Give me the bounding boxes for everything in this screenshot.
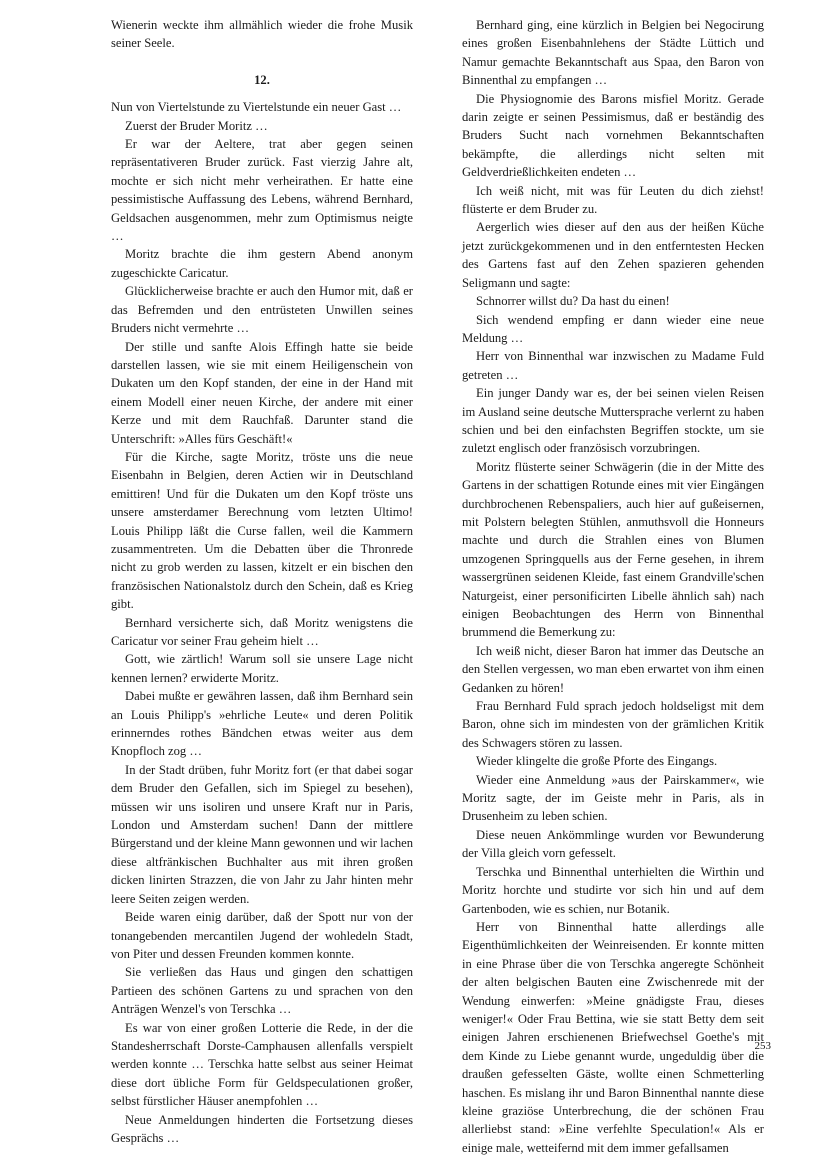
paragraph: Moritz flüsterte seiner Schwägerin (die in der Mitte des Gartens in der schattigen Rotunde eines mit vier Eingängen durchbrochenen Rebenspaliers, auch hier auf gußeisernen, mit Polstern belegten Stühlen, anmuthsvoll die Honneurs machte und durch die Strahlen eines von Blumen umzogenen Springquells aus der Ferne gesehen, in ihrem wassergrünen seidenen Kleide, fast einem Grandville'schen Naturgeist, einer personificirten Libelle ähnlich sah) nach einigen Beobachtungen des Herrn von Binnenthal brummend die Bemerkung zu: — [462, 459, 764, 640]
paragraph: Bernhard ging, eine kürzlich in Belgien bei Negocirung eines großen Eisenbahnlehens der Städte Lüttich und Namur gemachte Bekanntschaft aus Spaa, den Baron von Binnenthal zu empfangen … — [462, 18, 764, 88]
paragraph: Es war von einer großen Lotterie die Rede, in der die Standesherrschaft Dorste-Camphausen allenfalls verspielt werden konnte … Terschka hatte selbst aus seiner Heimat diese dort übliche Form für Geldspeculationen großer, selbst fürstlicher Häuser anempfohlen … — [111, 1020, 413, 1109]
paragraph: Er war der Aeltere, trat aber gegen seinen repräsentativeren Bruder zurück. Fast vierzig Jahre alt, mochte er sich nicht mehr verheirathen. Er hatte eine pessimistische Auffassung des Lebens, während Bernhard, Geldsachen ausgenommen, mehr zum Optimismus neigte … — [111, 137, 413, 244]
paragraph: Glücklicherweise brachte er auch den Humor mit, daß er das Befremden und den entrüsteten Unwillen seines Bruders nicht vermehrte … — [111, 284, 413, 336]
paragraph: Zuerst der Bruder Moritz … — [125, 118, 268, 133]
paragraph: Ein junger Dandy war es, der bei seinen vielen Reisen im Ausland seine deutsche Muttersprache verlernt zu haben schien und bei den einfachsten Begriffen stockte, um sie zuletzt englisch oder französisch vorzubringen. — [462, 386, 764, 456]
paragraph: Schnorrer willst du? Da hast du einen! — [476, 294, 670, 309]
paragraph: Frau Bernhard Fuld sprach jedoch holdseligst mit dem Baron, ohne sich im mindesten von der grämlichen Kritik des Schwagers stören zu lassen. — [462, 699, 764, 750]
left-column — [111, 16, 413, 1147]
paragraph: Wienerin weckte ihm allmählich wieder die frohe Musik seiner Seele. — [111, 18, 413, 51]
paragraph: Terschka und Binnenthal unterhielten die Wirthin und Moritz horchte und studirte vor sich hin und auf dem Gartenboden, wie es schien, nur Botanik. — [462, 864, 764, 916]
paragraph: Ich weiß nicht, mit was für Leuten du dich ziehst! flüsterte er dem Bruder zu. — [462, 183, 764, 217]
paragraph: Sich wendend empfing er dann wieder eine neue Meldung … — [462, 312, 764, 345]
paragraph: Bernhard versicherte sich, daß Moritz wenigstens die Caricatur vor seiner Frau geheim hielt … — [111, 615, 413, 648]
paragraph: Gott, wie zärtlich! Warum soll sie unsere Lage nicht kennen lernen? erwiderte Moritz. — [111, 652, 413, 685]
paragraph: Sie verließen das Haus und gingen den schattigen Partieen des schönen Gartens zu und sprachen von den Anträgen Wenzel's von Terschka … — [111, 965, 413, 1017]
paragraph: Wieder eine Anmeldung »aus der Pairskammer«, wie Moritz sagte, der im Geiste mehr in Paris, als in Drusenheim zu leben schien. — [462, 772, 764, 824]
chapter-heading: 12. — [254, 72, 270, 87]
paragraph: Aergerlich wies dieser auf den aus der heißen Küche jetzt zurückgekommenen und in den entferntesten Hecken des Gartens fast auf den Zehen spazieren gehenden Seligmann und sagte: — [462, 220, 764, 290]
right-column — [462, 16, 764, 1157]
paragraph: Neue Anmeldungen hinderten die Fortsetzung dieses Gesprächs … — [111, 1112, 413, 1145]
paragraph: Wieder klingelte die große Pforte des Eingangs. — [476, 754, 718, 769]
paragraph: Diese neuen Ankömmlinge wurden vor Bewunderung der Villa gleich vorn gefesselt. — [462, 827, 764, 861]
paragraph: Der stille und sanfte Alois Effingh hatte sie beide darstellen lassen, wie sie mit einem Heiligenschein von Dukaten um den Kopf standen, der eine in der Hand mit einem Modell einer neuen Kirche, der andere mit einer Kerze und mit dem Rauchfaß. Darunter stand die Unterschrift: »Alles fürs Geschäft!« — [111, 339, 413, 446]
paragraph: Herr von Binnenthal hatte allerdings alle Eigenthümlichkeiten der Weinreisenden. Er konnte mitten in eine Phrase über die von Terschka angeregte Schönheit der alten belgischen Bauten eine Zwischenrede mit der Wendung einwerfen: »Meine gnädigste Frau, dieses weniger!« Oder Frau Bettina, wie sie statt Betty dem seit einigen Jahren erschienenen Briefwechsel Goethe's mit dem Kinde zu Liebe genannt wurde, ungeduldig über die draußen gefesselten Gäste, wollte einen Schmetterling haschen. Es mislang ihr und Baron Binnenthal nannte diese kleine graziöse Unterbrechung, die der schönen Frau allerliebst stand: »Eine verfehlte Speculation!« Als er einige male, wetteifernd mit dem immer gefallsamen — [462, 919, 764, 1155]
page-number: 253 — [754, 1040, 771, 1052]
paragraph: Die Physiognomie des Barons misfiel Moritz. Gerade darin zeigte er seinen Pessimismus, daß er beständig des Bruders Sucht nach vornehmen Bekanntschaften bekämpfte, die allerdings nicht selten mit Geldverdrießlichkeiten endeten … — [462, 91, 764, 180]
paragraph: Ich weiß nicht, dieser Baron hat immer das Deutsche an den Stellen vergessen, wo man eben erwartet von ihm einen Gedanken zu hören! — [462, 643, 764, 695]
paragraph: Nun von Viertelstunde zu Viertelstunde ein neuer Gast … — [111, 100, 402, 115]
paragraph: Dabei mußte er gewähren lassen, daß ihm Bernhard sein an Louis Philipp's »ehrliche Leute« und deren Politik erinnerndes rothes Bändchen etwas weiter aus dem Knopfloch zog … — [111, 689, 413, 759]
paragraph: In der Stadt drüben, fuhr Moritz fort (er that dabei sogar dem Bruder den Gefallen, sich im Spiegel zu besehen), müssen wir uns isoliren und unsere Kraft nur in Paris, London und Amsterdam suchen! Dann der mittlere Bürgerstand und der kleine Mann gewonnen und wir lachen diese altfränkischen Buchhalter aus mit ihren großen dicken linirten Strazzen, die von Jahr zu Jahr hinten mehr leere Seiten zeigen werden. — [111, 762, 413, 906]
paragraph: Für die Kirche, sagte Moritz, tröste uns die neue Eisenbahn in Belgien, deren Actien wir in Deutschland emittiren! Und für die Dukaten um den Kopf tröste uns unsere amsterdamer Berechnung vom letzten Ultimo! Louis Philipp läßt die Curse fallen, weil die Kammern zusammentreten. Um die Debatten über die Thronrede nicht zu grob werden zu lassen, kitzelt er ein bischen den französischen Nationalstolz durch den Schein, daß es Krieg gibt. — [111, 449, 413, 612]
paragraph: Beide waren einig darüber, daß der Spott nur von der tonangebenden mercantilen Jugend der wohledeln Stadt, von Piter und dessen Freunden kommen konnte. — [111, 910, 413, 961]
paragraph: Moritz brachte die ihm gestern Abend anonym zugeschickte Caricatur. — [111, 247, 413, 280]
paragraph: Herr von Binnenthal war inzwischen zu Madame Fuld getreten … — [462, 349, 764, 382]
